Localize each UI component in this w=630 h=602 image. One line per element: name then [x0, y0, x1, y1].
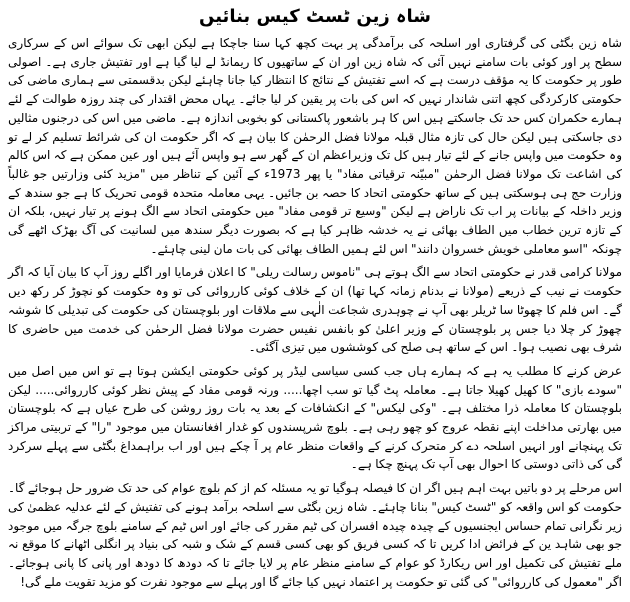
article-paragraph: عرض کرنے کا مطلب یہ ہے کہ ہمارے ہاں جب کسی سیاسی لیڈر پر کوئی حکومتی ایکشن ہوتا ہے تو اس میں اصل میں "سودے بازی" کا کھیل کھیلا جاتا ہے۔ معاملہ پٹ گیا تو سب اچھا..... ورنہ قومی مفاد کے پیش نظر کوئی کارروائی..... لیکن بلوچستان کا معاملہ ذرا مختلف ہے۔ "وکی لیکس" کے انکشافات کے بعد یہ بات روز روشن کی طرح عیاں ہے کہ بلوچستان میں بھارتی مداخلت اپنے نقطہ عروج کو چھو رہی ہے۔ بلوچ شرپسندوں کو غدار افغانستان میں موجود "را" کے تربیتی مراکز تک پہنچانے اور انہیں اسلحہ دے کر متحرک کرنے کے واقعات منظر عام پر آ چکے ہیں اور اب براہمداغ بگٹی سے پہلے سرکرد گی کی ذاتی دوستی کا احوال بھی آپ تک پہنچ چکا ہے۔ [8, 363, 622, 472]
article-paragraph: شاہ زین بگٹی کی گرفتاری اور اسلحہ کی برآمدگی پر بہت کچھ کہا سنا جاچکا ہے لیکن ابھی تک سوائے اس کے سرکاری سطح پر اور کوئی بات سامنے نہیں آئی کہ شاہ زین اور ان کے ساتھیوں کا ریمانڈ لے لیا گیا ہے اور تفتیش جاری ہے۔ اصولی طور پر حکومت کا یہ مؤقف درست ہے کہ اسے تفتیش کے نتائج کا انتظار کیا جانا چاہئے لیکن بدقسمتی سے ہماری ماضی کی حکومتی کارکردگی کچھ اتنی شاندار نہیں کہ اس کی بات پر یقین کر لیا جائے۔ یہاں محض اقتدار کی چند روزہ طوالت کے لئے ہمارے حکمران کس حد تک جاسکتے ہیں اس کا ہر باشعور پاکستانی کو بخوبی اندازہ ہے۔ ماضی میں اس کی درجنوں مثالیں دی جاسکتی ہیں لیکن حال کی تازہ مثال قبلہ مولانا فضل الرحمٰن کا بیان ہے کہ اگر حکومت ان کی شرائط تسلیم کر لے تو وہ حکومت میں واپس جانے کے لئے تیار ہیں کل تک وزیراعظم ان کے گھر سے ہو واپس آئے ہیں اور عین ممکن ہے کہ اس کالم کی اشاعت تک مولانا فضل الرحمٰن "مبیّنہ ترقیاتی مفاد" یا پھر 1973ء کے آئین کے تناظر میں "مزید کئی وزارتیں جو غالباً وزارت حج ہی ہوسکتی ہیں کے ساتھ حکومتی اتحاد کا حصہ بن جائیں۔ یہی معاملہ متحدہ قومی تحریک کا ہے جو سندھ کے وزیر داخلہ کے بیانات پر اب تک ناراض ہے لیکن "وسیع تر قومی مفاد" میں حکومتی اتحاد سے الگ ہونے پر تیار نہیں، بلکہ ان کے تازہ ترین خطاب میں الطاف بھائی نے یہ خدشہ ظاہر کیا ہے کہ بصورت دیگر سندھ میں لسانیت کی آگ بھڑک اٹھے گی چونکہ "اسو معاملی خویش خسروان دانند" اس لئے ہمیں الطاف بھائی کی بات مان لینی چاہئے۔ [8, 36, 622, 256]
article-paragraph: اس مرحلے پر دو باتیں بہت اہم ہیں اگر ان کا فیصلہ ہوگیا تو یہ مسئلہ کم از کم بلوچ عوام کی حد تک ضرور حل ہوجائے گا۔ حکومت کو اس واقعہ کو "ٹسٹ کیس" بنانا چاہئے۔ شاہ زین بگٹی سے اسلحہ برآمد ہونے کی تفتیش کے لئے عدلیہ عظمیٰ کی زیر نگرانی تمام حساس ایجنسیوں کے چیدہ چیدہ افسران کی ٹیم مقرر کی جائے اور اس ٹیم کے سامنے بلوچ جرگہ میں موجود جو بھی شاہد ین کے فرائض ادا کریں تا کہ کسی فریق کو بھی کسی قسم کے شک و شبہ کی بنیاد پر انگلی اٹھانے کا موقع نہ ملے تفتیش کی تکمیل اور اس ریکارڈ کو عوام کے سامنے منظر عام پر لایا جائے تا کہ دودھ کا دودھ اور پانی کا پانی ہوجائے۔ اگر "معمول کی کارروائی" کی گئی تو حکومت پر اعتماد نہیں کیا جائے گا اور پہلے سے موجود نفرت کو مزید تقویت ملے گی! [8, 481, 622, 589]
article-paragraph: مولانا کرامی قدر نے حکومتی اتحاد سے الگ ہوتے ہی "ناموس رسالت ریلی" کا اعلان فرمایا اور اگلے روز آپ کا بیان آیا کہ اگر حکومت نے نیب کے ذریعے (مولانا نے بدنام زمانہ کہا تھا) ان کے خلاف کوئی کارروائی کی تو وہ حکومت کو نچوڑ کر رکھ دیں گے۔ اس فلم کا چھوٹا سا ٹریلر بھی آپ نے چوہدری شجاعت الٰہی سے ملاقات اور بلوچستان کی حکومت کی تبدیلی کا شوشہ چھوڑ کر چلا دیا جس پر بلوچستان کے وزیر اعلیٰ کو بانفس نفیس حضرت مولانا فضل الرحمٰن کی خدمت میں حاضری کا شرف بھی نصیب ہوا۔ اس کے ساتھ ہی صلح کی کوششوں میں تیزی آگئی۔ [8, 265, 622, 355]
article-title: شاہ زین ٹسٹ کیس بنائیں [199, 6, 431, 27]
